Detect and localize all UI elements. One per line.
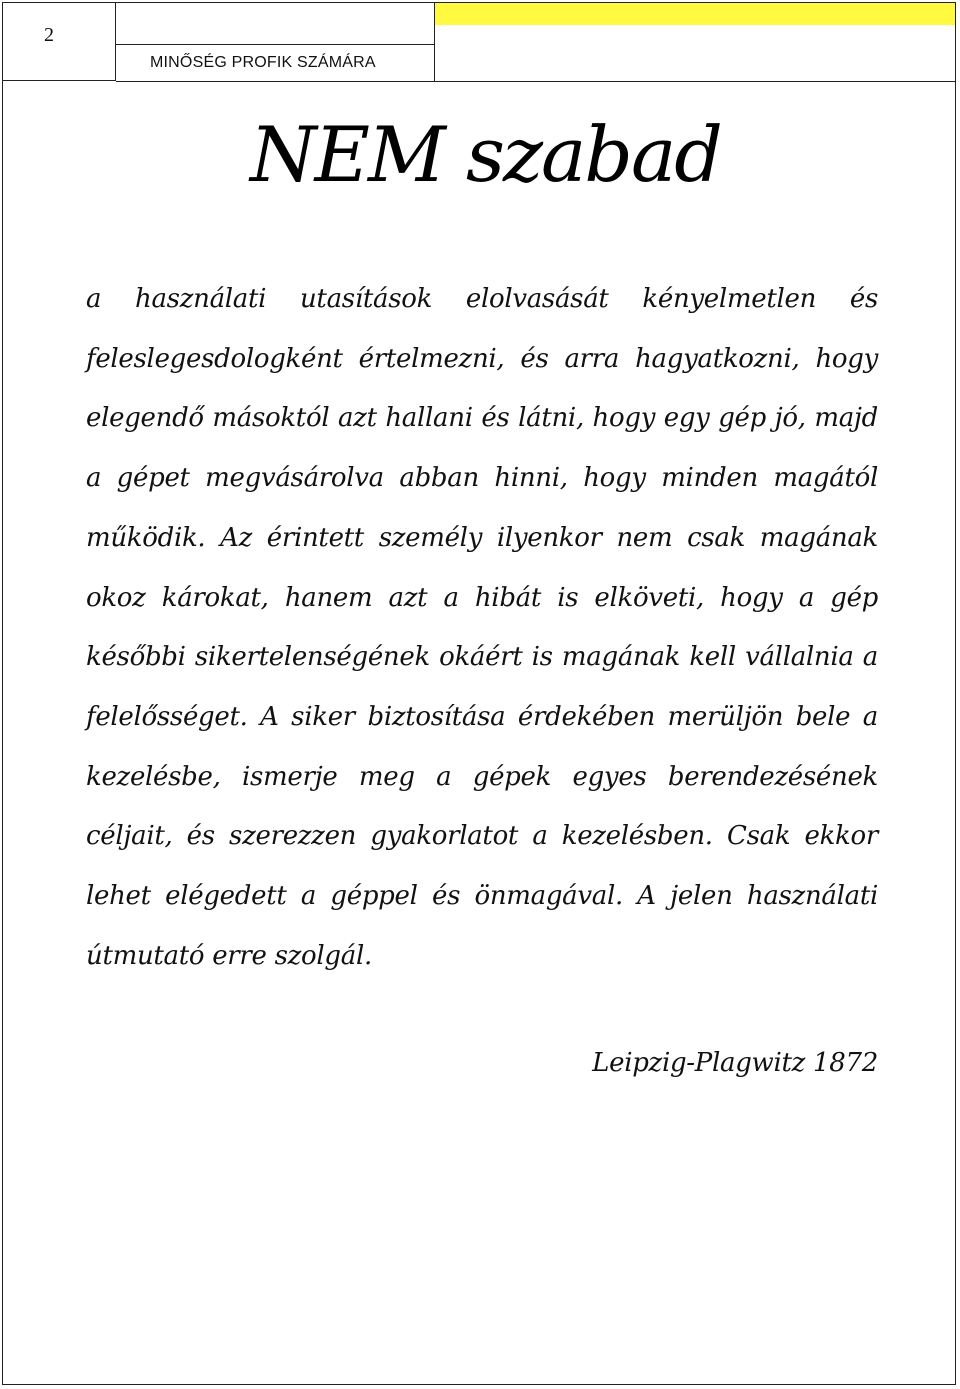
header-rule-top xyxy=(116,44,434,45)
page-title: NEM szabad xyxy=(250,110,721,199)
document-label: MINŐSÉG PROFIK SZÁMÁRA xyxy=(150,54,376,71)
body-paragraph: a használati utasítások elolvasását kényelmetlen és feleslegesdologként értelmezni, és arra hagyatkozni, hogy elegendő másoktól azt hallani és látni, hogy egy gép jó, majd a gépet megvásárolva abban hinni, hogy minden magától működik. Az érintett személy ilyenkor nem csak magának okoz károkat, hanem azt a hibát is elköveti, hogy a gép későbbi sikertelenségének okáért is magának kell vállalnia a felelősséget. A siker biztosítása érdekében merüljön bele a kezelésbe, ismerje meg a gépek egyes berendezésének céljait, és szerezzen gyakorlatot a kezelésben. Csak ekkor lehet elégedett a géppel és önmagával. A jelen használati útmutató erre szolgál. xyxy=(86,284,878,971)
page-number-box xyxy=(2,2,116,81)
page-number: 2 xyxy=(44,24,54,46)
signature-place-date: Leipzig-Plagwitz 1872 xyxy=(592,1048,878,1078)
header-rule-bottom xyxy=(116,81,956,82)
header-accent-bar xyxy=(435,3,955,25)
